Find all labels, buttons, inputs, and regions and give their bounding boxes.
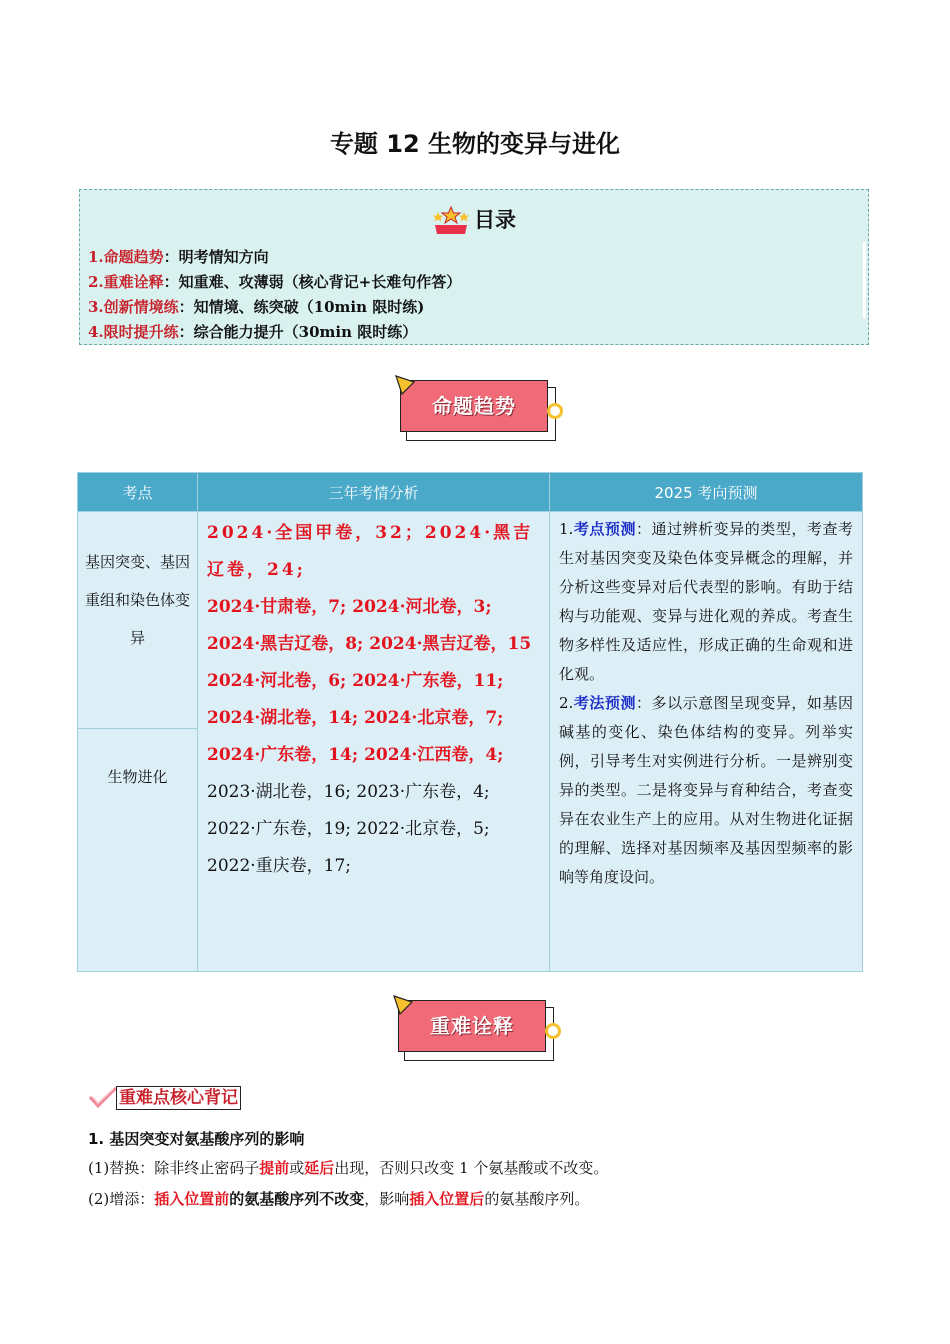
highlight-text: 提前 [259, 1159, 290, 1177]
table-header: 考点 [78, 473, 198, 512]
toc-item[interactable] [88, 271, 461, 292]
prediction-text [551, 513, 861, 892]
toc-heading-text: 目录 [474, 208, 516, 232]
toc-item-key: 3.创新情境练 [88, 298, 179, 316]
toc-item[interactable] [88, 296, 424, 317]
analysis-line: 2024·河北卷，6; 2024·广东卷，11; [207, 671, 504, 691]
toc-item-text: ：知重难、攻薄弱（核心背记+长难句作答） [163, 273, 462, 291]
analysis-line: 2024·全国甲卷，32；2024·黑吉辽卷，24; [207, 523, 534, 580]
toc-item-key: 4.限时提升练 [88, 323, 179, 341]
text-run: (2)增添： [88, 1190, 155, 1208]
exam-point-text: 生物进化 [107, 768, 168, 786]
prediction-cell [550, 512, 863, 972]
analysis-line: 2023·湖北卷，16; 2023·广东卷，4; [207, 782, 490, 802]
flag-icon [394, 374, 416, 396]
ring-icon [546, 402, 564, 420]
text-run: 的氨基酸序列。 [484, 1190, 590, 1208]
highlight-text: 插入位置前 [154, 1190, 230, 1208]
analysis-line: 2022·广东卷，19; 2022·北京卷，5; [207, 819, 490, 839]
paragraph-insertion [88, 1188, 589, 1209]
prediction-label: 考法预测 [573, 694, 636, 712]
toc-item-text: ：明考情知方向 [163, 248, 269, 266]
prediction-body: ：通过辨析变异的类型，考查考生对基因突变及染色体变异概念的理解，并分析这些变异对后代表型的影响。有助于结构与功能观、变异与进化观的养成。考查生物多样性及适应性，形成正确的生命观和进化观。 [559, 520, 853, 683]
toc-item[interactable] [88, 246, 269, 267]
analysis-line: 2024·广东卷，14; 2024·江西卷，4; [207, 745, 504, 765]
analysis-line: 2022·重庆卷，17; [207, 856, 352, 876]
analysis-line: 2024·黑吉辽卷，8; 2024·黑吉辽卷，15 [207, 634, 532, 654]
toc-item-text: ：综合能力提升（30min 限时练） [178, 323, 418, 341]
prediction-label: 考点预测 [573, 520, 636, 538]
exam-analysis-table [77, 472, 863, 972]
prediction-num: 2. [559, 694, 574, 712]
page-title: 专题 12 生物的变异与进化 [329, 130, 621, 158]
banner-label: 重难诠释 [398, 1000, 546, 1052]
paragraph-substitution [88, 1157, 608, 1178]
toc-item[interactable] [88, 321, 417, 342]
flag-icon [392, 994, 414, 1016]
text-run: (1)替换：除非终止密码子 [88, 1159, 260, 1177]
table-of-contents [79, 189, 869, 345]
toc-item-key: 1.命题趋势 [88, 248, 164, 266]
ring-icon [544, 1022, 562, 1040]
text-run: 出现，否则只改变 1 个氨基酸或不改变。 [334, 1159, 609, 1177]
prediction-body: ：多以示意图呈现变异，如基因碱基的变化、染色体结构的变异。列举实例，引导考生对实例进行分析。一是辨别变异的类型。二是将变异与育种结合，考查变异在农业生产上的应用。从对生物进化证据的理解、选择对基因频率及基因型频率的影响等角度设问。 [559, 694, 853, 886]
highlight-text: 延后 [304, 1159, 335, 1177]
check-mark-icon [88, 1084, 118, 1110]
section-heading: 1. 基因突变对氨基酸序列的影响 [88, 1130, 305, 1148]
exam-point-text: 基因突变、基因重组和染色体变异 [85, 553, 191, 647]
analysis-line: 2024·甘肃卷，7; 2024·河北卷，3; [207, 597, 492, 617]
text-run: 或 [289, 1159, 305, 1177]
highlight-text: 插入位置后 [409, 1190, 485, 1208]
banner-label: 命题趋势 [400, 380, 548, 432]
section-tag [88, 1084, 238, 1114]
text-run: ，影响 [364, 1190, 410, 1208]
toc-item-text: ：知情境、练突破（10min 限时练) [178, 298, 425, 316]
key-banner [398, 1000, 558, 1064]
toc-divider [863, 242, 866, 318]
analysis-cell [198, 512, 550, 972]
table-header: 三年考情分析 [198, 473, 550, 512]
exam-point-cell [78, 512, 198, 729]
exam-point-cell [78, 729, 198, 972]
toc-item-key: 2.重难诠释 [88, 273, 164, 291]
prediction-num: 1. [559, 520, 574, 538]
trend-banner [400, 380, 560, 444]
bold-text: 的氨基酸序列不改变 [229, 1190, 365, 1208]
section-tag-label: 重难点核心背记 [116, 1086, 241, 1110]
analysis-line: 2024·湖北卷，14; 2024·北京卷，7; [207, 708, 504, 728]
table-header: 2025 考向预测 [550, 473, 863, 512]
toc-heading [80, 204, 868, 236]
crown-stars-icon [432, 206, 470, 236]
